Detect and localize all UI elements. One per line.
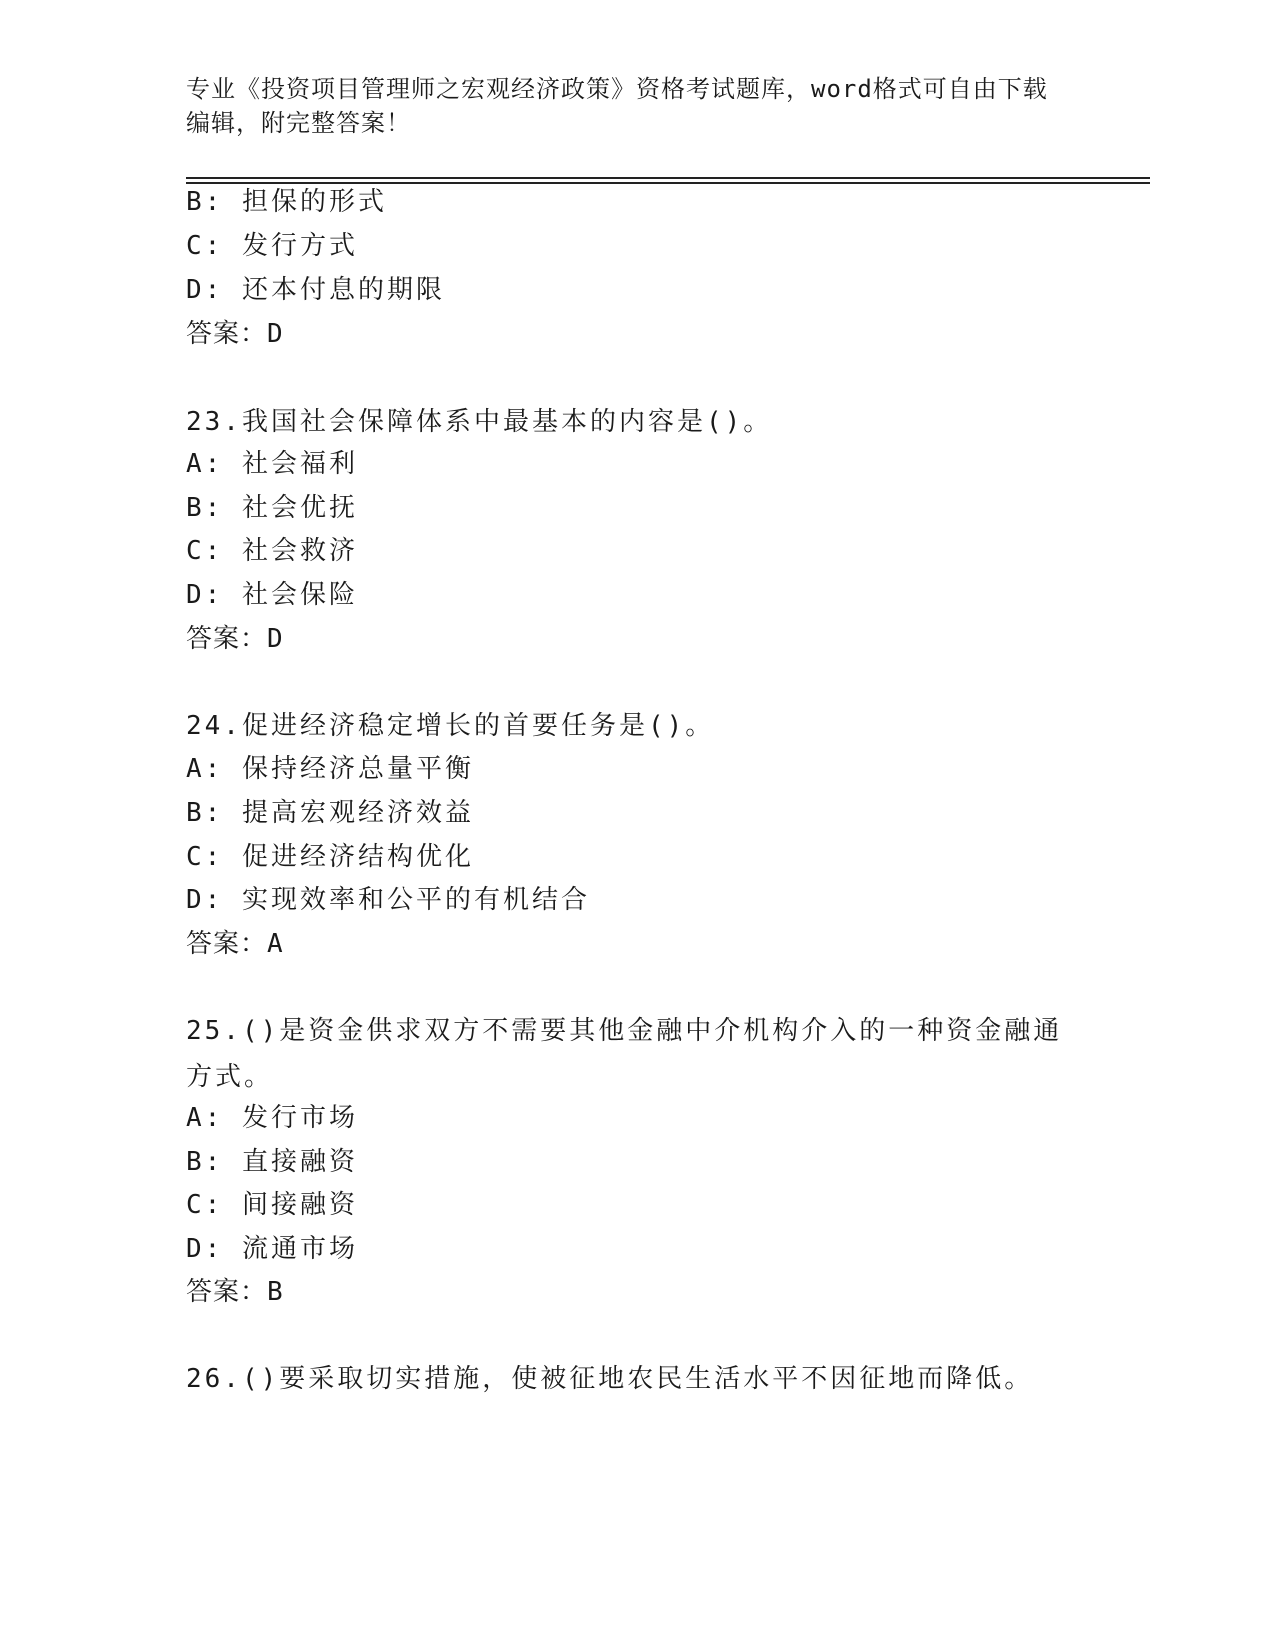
q23-option-b: B: 社会优抚: [186, 493, 358, 523]
q22-option-d: D: 还本付息的期限: [186, 275, 445, 305]
q24-question: 24.促进经济稳定增长的首要任务是()。: [186, 711, 715, 741]
document-header: 专业《投资项目管理师之宏观经济政策》资格考试题库，word格式可自由下载编辑，附完整答案！: [186, 75, 1048, 137]
q22-option-b: B: 担保的形式: [186, 187, 387, 217]
q24-answer: 答案：A: [186, 929, 284, 959]
header-divider-top: [186, 177, 1150, 179]
q23-answer: 答案：D: [186, 624, 284, 654]
q25-answer: 答案：B: [186, 1277, 284, 1307]
q23-option-c: C: 社会救济: [186, 536, 358, 566]
q24-option-b: B: 提高宏观经济效益: [186, 798, 474, 828]
header-divider-bottom: [186, 182, 1150, 184]
q22-answer: 答案：D: [186, 319, 284, 349]
q24-option-c: C: 促进经济结构优化: [186, 842, 474, 872]
q25-option-b: B: 直接融资: [186, 1147, 358, 1177]
q23-option-a: A: 社会福利: [186, 449, 358, 479]
q25-option-c: C: 间接融资: [186, 1190, 358, 1220]
q26-question: 26.()要采取切实措施，使被征地农民生活水平不因征地而降低。: [186, 1364, 1034, 1394]
q24-option-a: A: 保持经济总量平衡: [186, 754, 474, 784]
q23-option-d: D: 社会保险: [186, 580, 358, 610]
q25-option-a: A: 发行市场: [186, 1103, 358, 1133]
q23-question: 23.我国社会保障体系中最基本的内容是()。: [186, 407, 773, 437]
q25-question: 25.()是资金供求双方不需要其他金融中介机构介入的一种资金融通方式。: [186, 1016, 1063, 1092]
q25-option-d: D: 流通市场: [186, 1234, 358, 1264]
q22-option-c: C: 发行方式: [186, 231, 358, 261]
q24-option-d: D: 实现效率和公平的有机结合: [186, 885, 590, 915]
